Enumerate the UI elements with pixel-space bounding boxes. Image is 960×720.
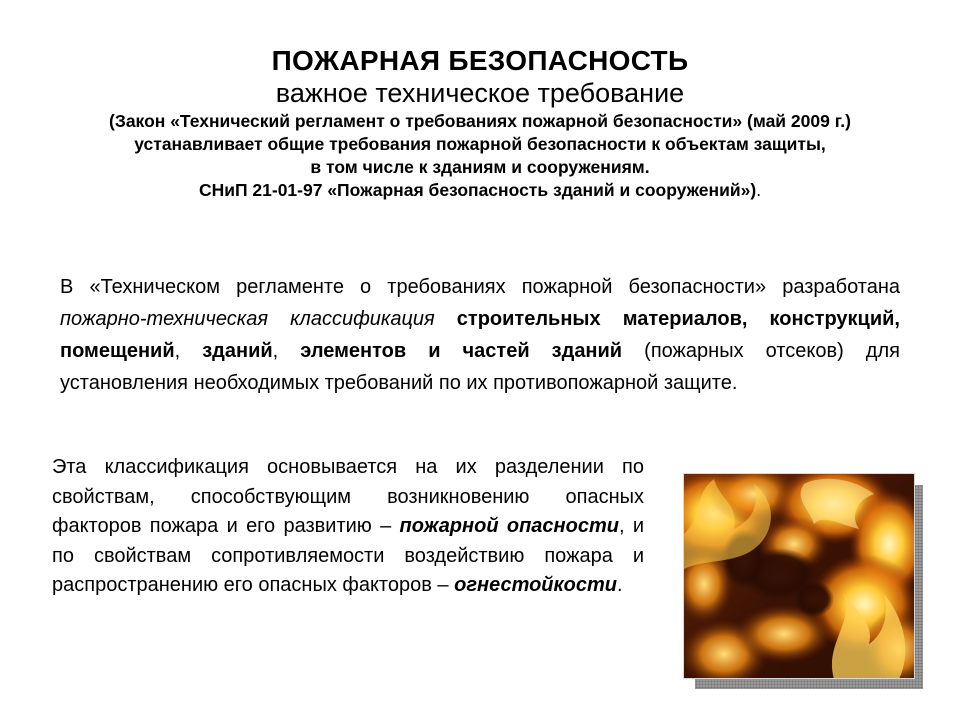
buildings-term: зданий — [202, 340, 273, 362]
para2-text-1: Эта классификация основывается на их разделении по свойствам, способствующим возникновению опасных факторов пожара и его развитию – — [52, 456, 644, 537]
materials-term: строительных материалов, конструкций, помещений — [60, 308, 900, 362]
para1-text-1: В «Техническом регламенте о требованиях пожарной безопасности» разработана — [60, 276, 900, 298]
law-reference — [0, 110, 960, 202]
snip-reference: СНиП 21-01-97 «Пожарная безопасность зданий и сооружений») — [198, 180, 757, 200]
slide-header — [0, 44, 960, 202]
fire-hazard-term: пожарной опасности — [399, 515, 619, 537]
building-parts-term: элементов и частей зданий — [300, 340, 623, 362]
law-line-2: устанавливает общие требования пожарной безопасности к объектам защиты, — [134, 134, 826, 154]
para1-text-2: (пожарных отсеков) для установления необходимых требований по их противопожарной защите. — [60, 340, 900, 394]
para2-text-2: , и по свойствам сопротивляемости воздействию пожара и распространению его опасных факторов – — [52, 515, 644, 596]
snip-period: . — [756, 180, 762, 200]
para2-period: . — [617, 574, 623, 596]
para1-comma-1: , — [174, 340, 203, 362]
para1-space — [435, 308, 457, 330]
law-line-4 — [0, 179, 960, 202]
fire-icon — [684, 474, 915, 679]
classification-term: пожарно-техническая классификация — [60, 308, 435, 330]
slide-title: ПОЖАРНАЯ БЕЗОПАСНОСТЬ — [271, 45, 689, 76]
classification-paragraph — [52, 453, 644, 601]
regulation-paragraph — [60, 271, 900, 399]
law-line-3: в том числе к зданиям и сооружениям. — [310, 157, 650, 177]
slide-subtitle: важное техническое требование — [275, 78, 685, 108]
law-line-1: (Закон «Технический регламент о требованиях пожарной безопасности» (май 2009 г.) — [109, 111, 851, 131]
fire-photo — [683, 473, 915, 679]
para1-comma-2: , — [272, 340, 301, 362]
fire-resistance-term: огнестойкости — [454, 574, 617, 596]
